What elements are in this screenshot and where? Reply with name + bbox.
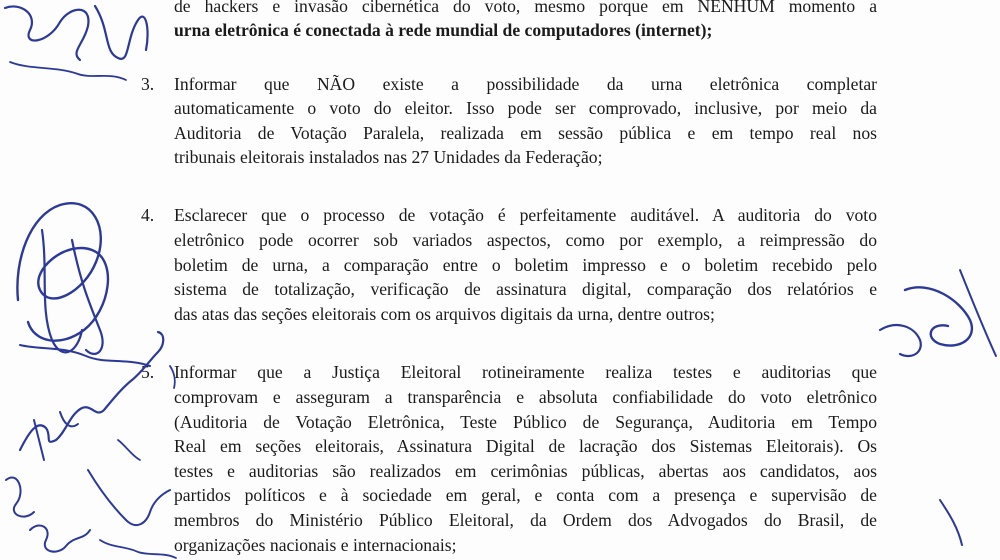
paragraph-line: (Auditoria de Votação Eletrônica, Teste Público de Segurança, Auditoria em Tempo [174, 412, 877, 432]
paragraph-line: urna eletrônica é conectada à rede mundial de computadores (internet); [174, 20, 713, 40]
paragraph-line: das atas das seções eleitorais com os arquivos digitais da urna, dentre outros; [174, 304, 715, 324]
paragraph-line: Auditoria de Votação Paralela, realizada em sessão pública e em tempo real nos [174, 123, 877, 143]
paragraph-line: boletim de urna, a comparação entre o boletim impresso e o boletim recebido pelo [174, 255, 877, 275]
paragraph-line: eletrônico pode ocorrer sob variados aspectos, como por exemplo, a reimpressão do [174, 230, 877, 250]
paragraph-line: tribunais eleitorais instalados nas 27 Unidades da Federação; [174, 147, 603, 167]
paragraph-line: Real em seções eleitorais, Assinatura Digital de lacração dos Sistemas Eleitorais). Os [174, 436, 877, 456]
paragraph-line: automaticamente o voto do eleitor. Isso pode ser comprovado, inclusive, por meio da [174, 98, 877, 118]
paragraph-line: Esclarecer que o processo de votação é perfeitamente auditável. A auditoria do voto [174, 205, 877, 225]
item-number: 4. [141, 205, 155, 225]
paragraph-line: sistema de totalização, verificação de assinatura digital, comparação dos relatórios e [174, 279, 877, 299]
item-number: 3. [141, 74, 155, 94]
paragraph-line: comprovam e asseguram a transparência e absoluta confiabilidade do voto eletrônico [174, 387, 877, 407]
paragraph-line: Informar que a Justiça Eleitoral rotineiramente realiza testes e auditorias que [174, 362, 877, 382]
paragraph-line: organizações nacionais e internacionais; [174, 535, 457, 555]
paragraph-line: de hackers e invasão cibernética do voto, mesmo porque em NENHUM momento a [174, 0, 877, 16]
paragraph-line: partidos políticos e à sociedade em geral, e conta com a presença e supervisão de [174, 485, 877, 505]
paragraph-line: testes e auditorias são realizados em cerimônias públicas, abertas aos candidatos, aos [174, 461, 877, 481]
paragraph-line: membros do Ministério Público Eleitoral, da Ordem dos Advogados do Brasil, de [174, 510, 877, 530]
paragraph-line: Informar que NÃO existe a possibilidade da urna eletrônica completar [174, 74, 877, 94]
item-number: 5. [141, 362, 155, 382]
